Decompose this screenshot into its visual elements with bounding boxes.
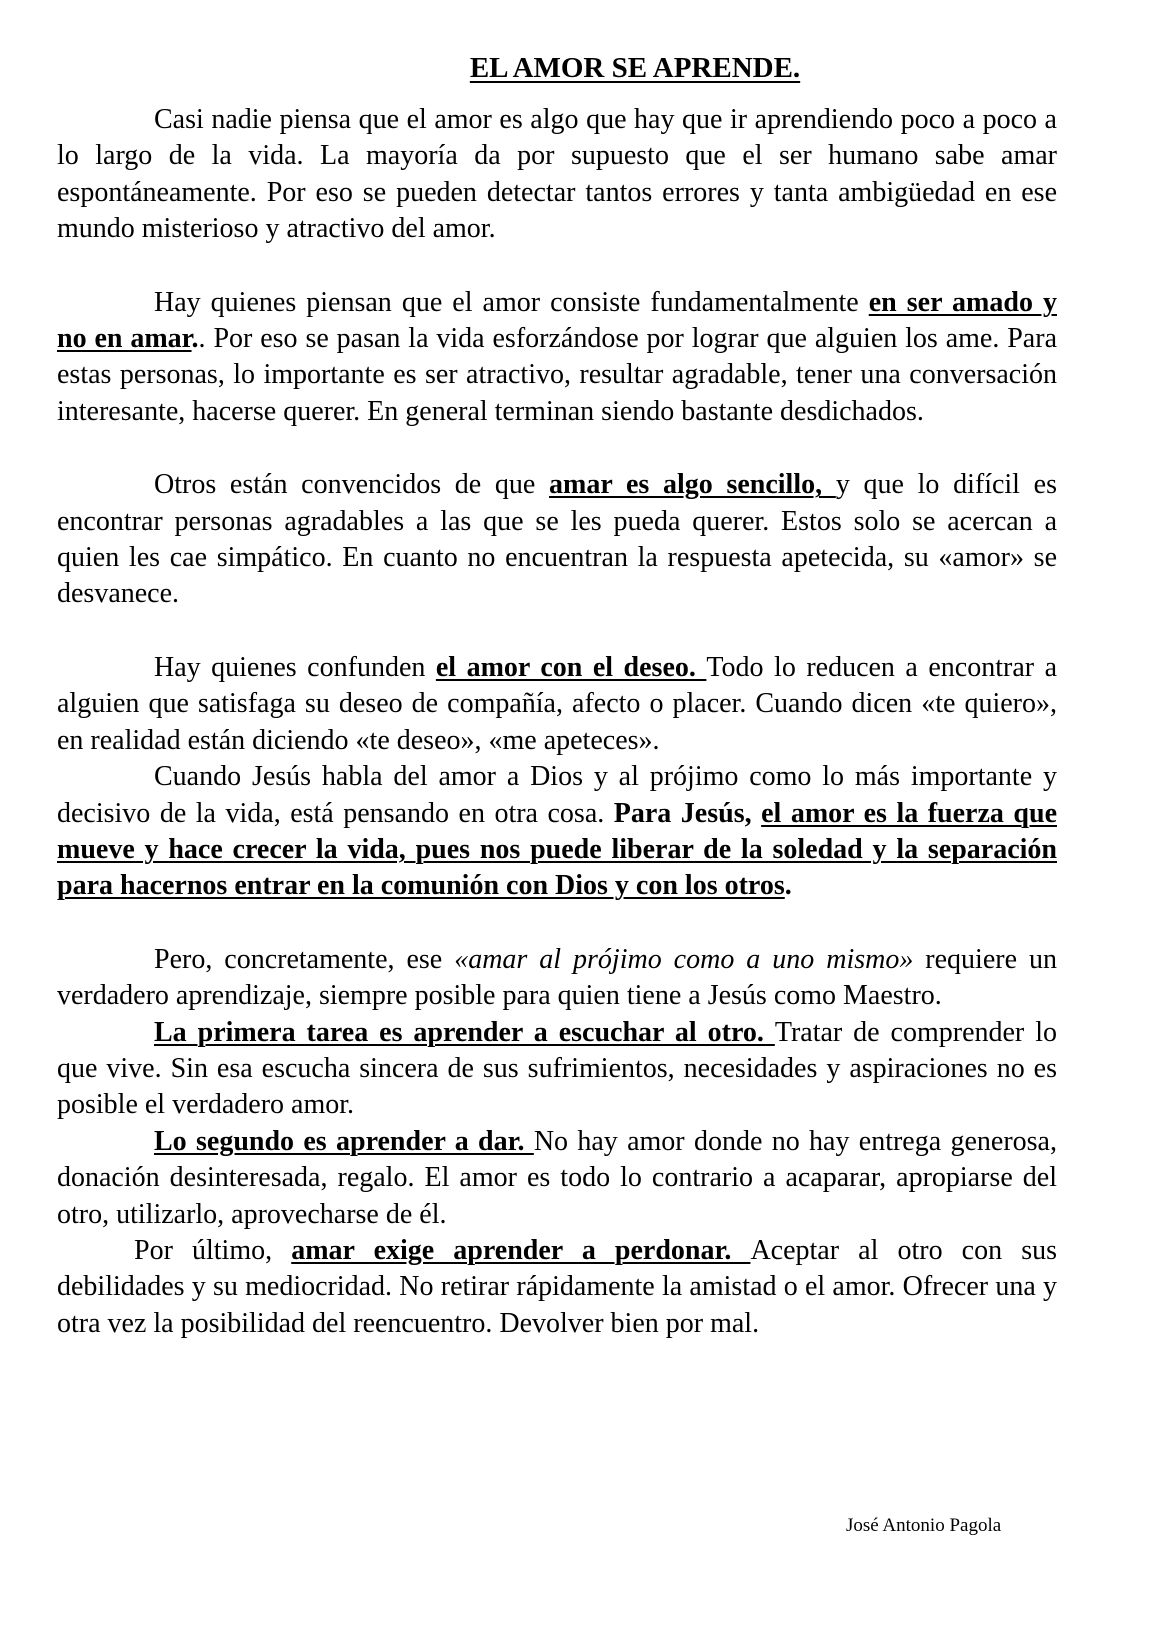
author-signature: José Antonio Pagola <box>846 1515 1002 1536</box>
paragraph-deseo <box>57 650 1057 759</box>
dar-text: No hay amor donde no hay entrega generosa, donación desinteresada, regalo. El amor es todo lo contrario a acaparar, apropiarse del otro, utilizarlo, aprovecharse de él. <box>57 1125 1057 1230</box>
jesus-bold-lead: Para Jesús, <box>613 797 762 829</box>
aprendizaje-text-end: requiere un verdadero aprendizaje, siempre posible para quien tiene a Jesús como Maestro. <box>57 943 1057 1012</box>
paragraph-dar <box>57 1124 1057 1233</box>
paragraph-amar-sencillo <box>57 467 1057 613</box>
document-title: EL AMOR SE APRENDE. <box>469 52 801 84</box>
aprendizaje-quote: «amar al prójimo como a uno mismo» <box>454 943 914 975</box>
ser-amado-text-start: Hay quienes piensan que el amor consiste fundamentalmente <box>154 286 869 318</box>
perdonar-emphasis: amar exige aprender a perdonar. <box>291 1234 751 1266</box>
perdonar-text-end: Aceptar al otro con sus debilidades y su mediocridad. No retirar rápidamente la amistad o el amor. Ofrecer una y otra vez la posibilidad del reencuentro. Devolver bien por mal. <box>57 1234 1057 1339</box>
amar-sencillo-text-end: y que lo difícil es encontrar personas agradables a las que se les pueda querer. Estos solo se acercan a quien les cae simpático. En cuanto no encuentran la respuesta apetecida, su «amor» se desvanece. <box>57 469 1057 610</box>
intro-text: Casi nadie piensa que el amor es algo que hay que ir aprendiendo poco a poco a lo largo de la vida. La mayoría da por supuesto que el ser humano sabe amar espontáneamente. Por eso se pueden detectar tantos errores y tanta ambigüedad en ese mundo misterioso y atractivo del amor. <box>57 104 1057 245</box>
paragraph-aprendizaje <box>57 942 1057 1015</box>
escuchar-text: Tratar de comprender lo que vive. Sin esa escucha sincera de sus sufrimientos, necesidades y aspiraciones no es posible el verdadero amor. <box>57 1016 1057 1121</box>
jesus-period: . <box>784 870 792 902</box>
ser-amado-emphasis: en ser amado y no en amar <box>57 286 1057 355</box>
paragraph-intro <box>57 102 1057 248</box>
deseo-text-start: Hay quienes confunden <box>154 651 436 683</box>
aprendizaje-text-start: Pero, concretamente, ese <box>154 943 455 975</box>
paragraph-perdonar <box>57 1233 1057 1342</box>
deseo-emphasis: el amor con el deseo. <box>435 651 707 683</box>
ser-amado-text-end: . Por eso se pasan la vida esforzándose por lograr que alguien los ame. Para estas personas, lo importante es ser atractivo, resultar agradable, tener una conversación interesante, hacerse querer. En general terminan siendo bastante desdichados. <box>57 323 1057 427</box>
amar-sencillo-text-start: Otros están convencidos de que <box>154 469 550 501</box>
jesus-emphasis: el amor es la fuerza que mueve y hace crecer la vida, pues nos puede liberar de la soledad y la separación para hacernos entrar en la comunión con Dios y con los otros <box>57 797 1057 902</box>
ser-amado-period: . <box>191 323 199 355</box>
paragraph-escuchar <box>57 1015 1057 1124</box>
perdonar-text-start: Por último, <box>134 1234 292 1266</box>
escuchar-emphasis: La primera tarea es aprender a escuchar al otro. <box>154 1016 775 1048</box>
jesus-text-start: Cuando Jesús habla del amor a Dios y al prójimo como lo más importante y decisivo de la vida, está pensando en otra cosa. <box>57 761 1057 829</box>
amar-sencillo-emphasis: amar es algo sencillo, <box>549 469 836 501</box>
paragraph-ser-amado <box>57 285 1057 431</box>
paragraph-jesus <box>57 759 1057 905</box>
deseo-text-end: Todo lo reducen a encontrar a alguien que satisfaga su deseo de compañía, afecto o placer. Cuando dicen «te quiero», en realidad están diciendo «te deseo», «me apeteces». <box>57 651 1058 756</box>
dar-emphasis: Lo segundo es aprender a dar. <box>154 1125 534 1157</box>
